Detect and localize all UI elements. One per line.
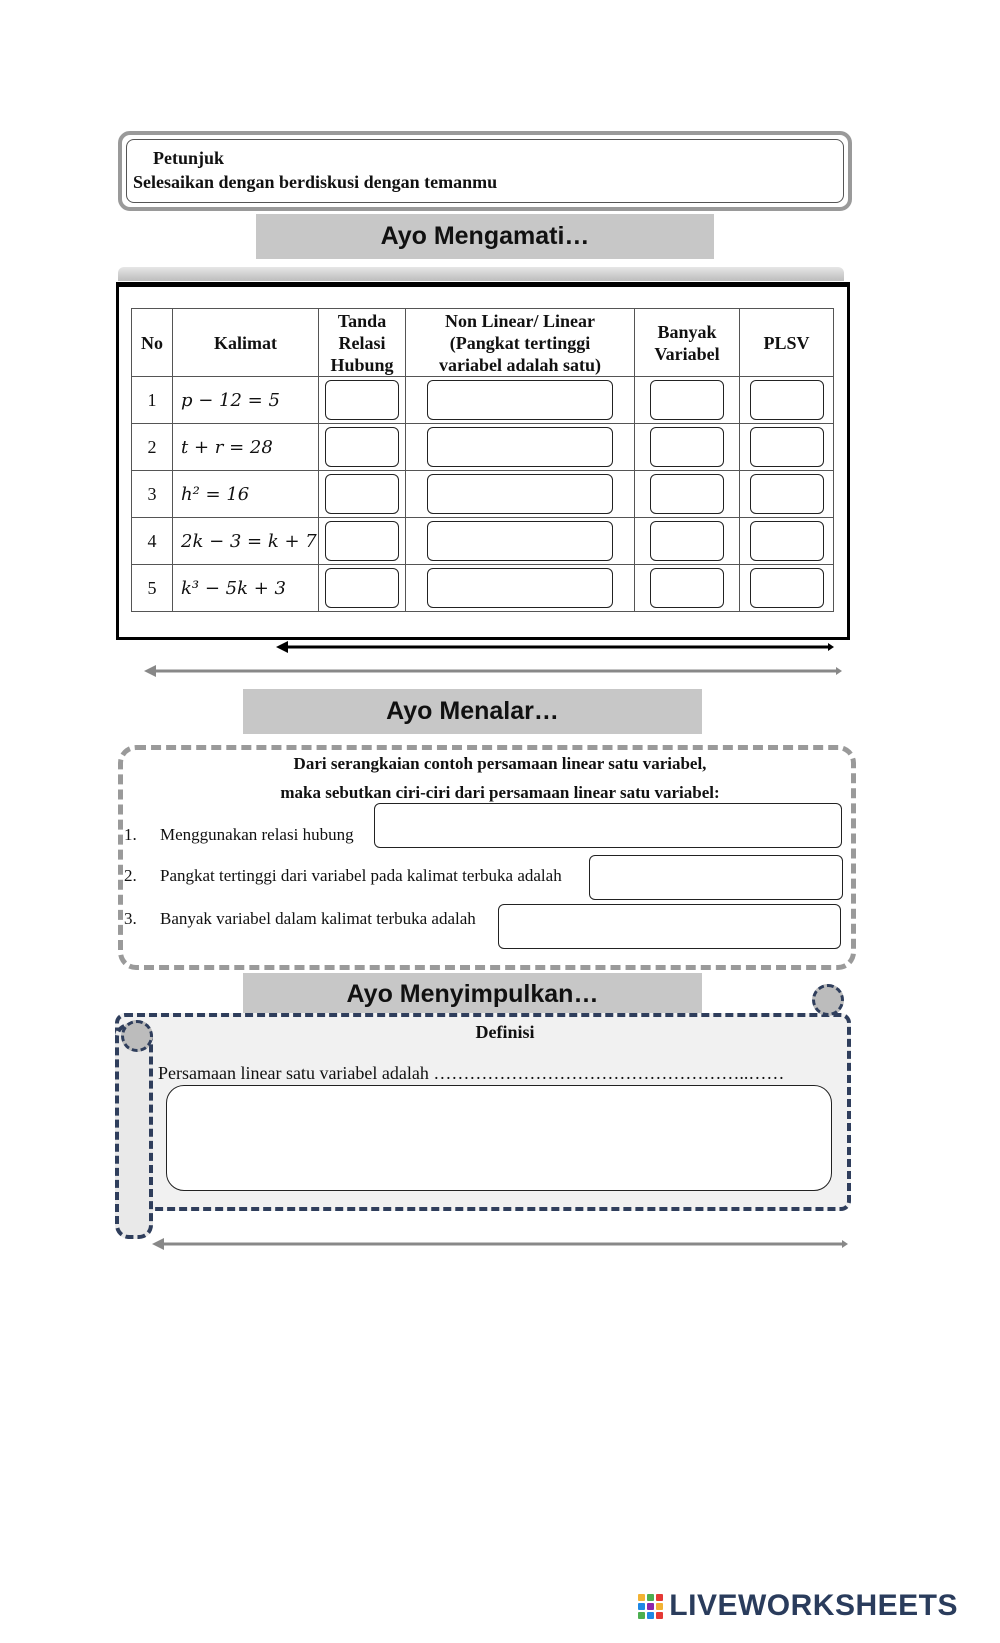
reason-intro-line-2: maka sebutkan ciri-ciri dari persamaan linear satu variabel:	[280, 783, 720, 802]
reason-item-text: Pangkat tertinggi dari variabel pada kalimat terbuka adalah	[160, 866, 562, 885]
instructions-box	[118, 131, 852, 211]
row-sentence: h² = 16	[173, 471, 319, 518]
answer-linearity[interactable]	[427, 521, 613, 561]
conclude-banner: Ayo Menyimpulkan…	[243, 973, 702, 1015]
answer-tanda-relasi[interactable]	[325, 380, 399, 420]
row-number: 5	[132, 565, 173, 612]
instructions-text: Selesaikan dengan berdiskusi dengan temanmu	[133, 172, 498, 192]
header-plsv: PLSV	[740, 309, 834, 377]
table-row	[132, 518, 834, 565]
table-row	[132, 471, 834, 518]
header-tanda-relasi: Tanda Relasi Hubung	[319, 309, 406, 377]
row-number: 3	[132, 471, 173, 518]
logo-text: LIVEWORKSHEETS	[669, 1589, 958, 1622]
definition-sentence: Persamaan linear satu variabel adalah ……………………………………………..……	[158, 1063, 785, 1083]
answer-banyak-variabel[interactable]	[650, 427, 724, 467]
row-sentence: 2k − 3 = k + 7	[173, 518, 319, 565]
scroll-left-roll	[115, 1023, 153, 1239]
observe-banner: Ayo Mengamati…	[256, 214, 714, 259]
reason-intro-line-1: Dari serangkaian contoh persamaan linear satu variabel,	[293, 754, 707, 773]
row-number: 4	[132, 518, 173, 565]
answer-linearity[interactable]	[427, 380, 613, 420]
liveworksheets-logo	[638, 1589, 958, 1623]
instructions-inner-frame	[126, 139, 844, 203]
answer-plsv[interactable]	[750, 380, 824, 420]
answer-tanda-relasi[interactable]	[325, 568, 399, 608]
row-number: 1	[132, 377, 173, 424]
definition-answer-field[interactable]	[166, 1085, 832, 1191]
answer-plsv[interactable]	[750, 427, 824, 467]
scroll-curl-icon	[812, 984, 844, 1016]
answer-plsv[interactable]	[750, 521, 824, 561]
answer-linearity[interactable]	[427, 474, 613, 514]
row-number: 2	[132, 424, 173, 471]
answer-linearity[interactable]	[427, 568, 613, 608]
row-sentence: p − 12 = 5	[173, 377, 319, 424]
header-banyak-variabel: Banyak Variabel	[635, 309, 740, 377]
table-header-row	[132, 309, 834, 377]
instructions-title: Petunjuk	[153, 148, 225, 168]
scroll-curl-icon	[121, 1020, 153, 1052]
reason-item-text: Menggunakan relasi hubung	[160, 825, 354, 844]
answer-linearity[interactable]	[427, 427, 613, 467]
reason-item-number: 3.	[124, 909, 137, 928]
answer-pangkat-tertinggi[interactable]	[589, 855, 843, 900]
definition-heading: Definisi	[475, 1022, 535, 1042]
row-sentence: k³ − 5k + 3	[173, 565, 319, 612]
black-arrow-divider	[276, 640, 836, 654]
reason-item-number: 2.	[124, 866, 137, 885]
reason-item-text: Banyak variabel dalam kalimat terbuka adalah	[160, 909, 476, 928]
answer-banyak-variabel[interactable]	[650, 380, 724, 420]
answer-banyak-variabel[interactable]	[650, 568, 724, 608]
table-row	[132, 565, 834, 612]
observe-table	[131, 308, 834, 612]
answer-relasi-hubung[interactable]	[374, 803, 842, 848]
answer-plsv[interactable]	[750, 474, 824, 514]
header-no: No	[132, 309, 173, 377]
answer-plsv[interactable]	[750, 568, 824, 608]
answer-tanda-relasi[interactable]	[325, 474, 399, 514]
header-kalimat: Kalimat	[173, 309, 319, 377]
gray-arrow-divider	[144, 664, 844, 678]
row-sentence: t + r = 28	[173, 424, 319, 471]
reason-banner: Ayo Menalar…	[243, 689, 702, 734]
answer-banyak-variabel[interactable]	[650, 474, 724, 514]
table-row	[132, 377, 834, 424]
gray-arrow-divider	[152, 1237, 850, 1251]
table-row	[132, 424, 834, 471]
answer-tanda-relasi[interactable]	[325, 427, 399, 467]
header-linearity: Non Linear/ Linear (Pangkat tertinggi variabel adalah satu)	[406, 309, 635, 377]
answer-banyak-variabel-field[interactable]	[498, 904, 841, 949]
reason-item-number: 1.	[124, 825, 137, 844]
logo-grid-icon	[638, 1594, 663, 1619]
answer-tanda-relasi[interactable]	[325, 521, 399, 561]
table-top-shadow	[118, 267, 844, 281]
answer-banyak-variabel[interactable]	[650, 521, 724, 561]
